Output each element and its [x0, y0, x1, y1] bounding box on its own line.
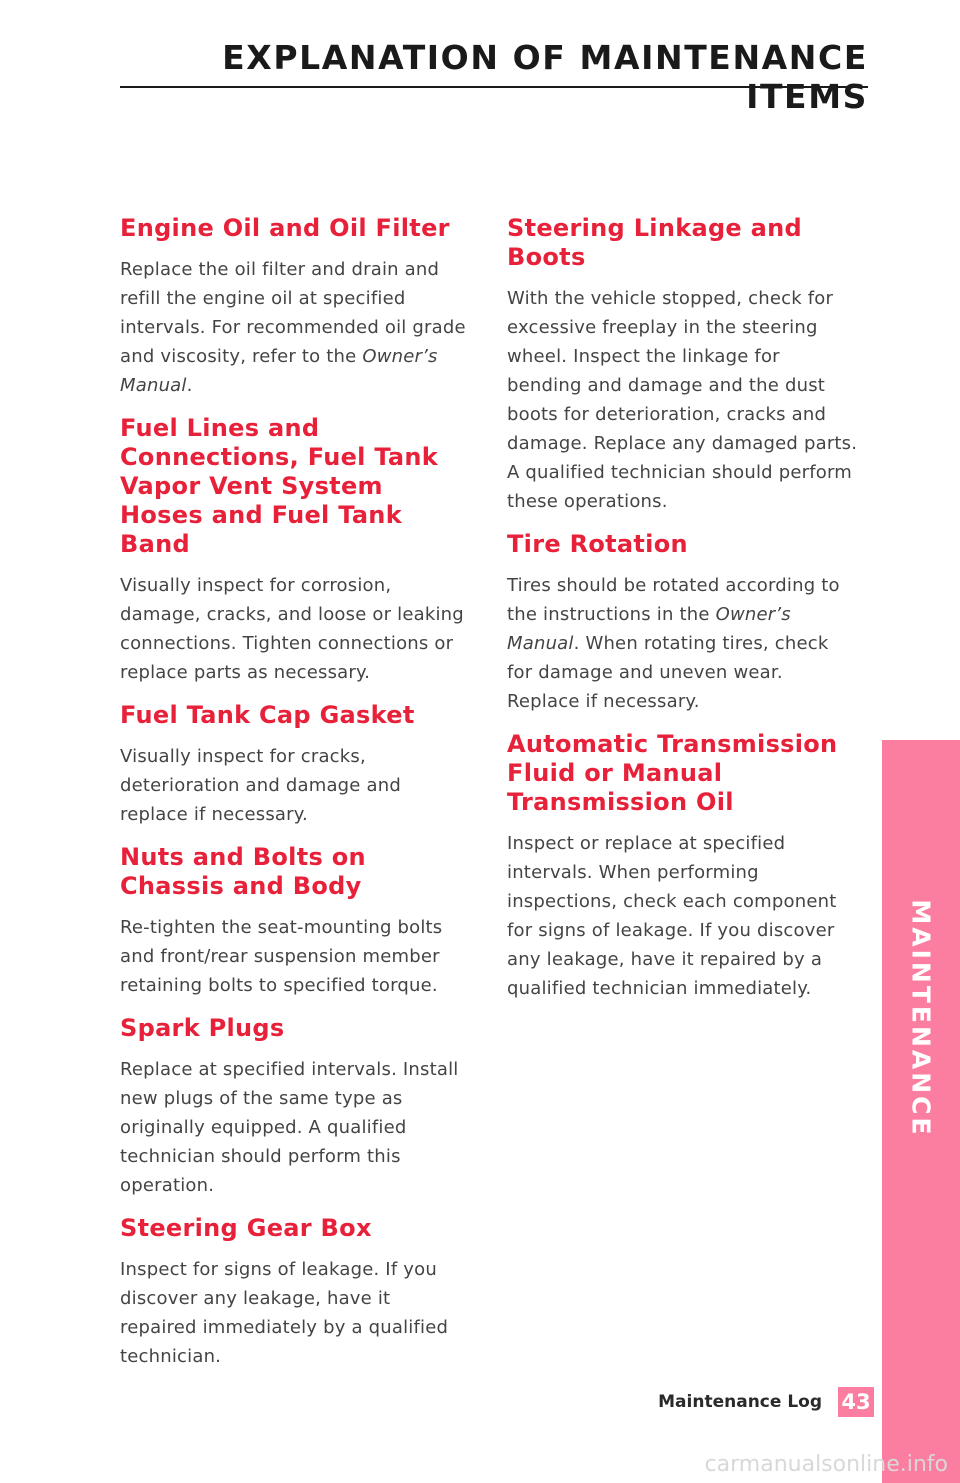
title-divider: [120, 86, 868, 88]
left-column: [120, 214, 472, 1385]
section-heading: Tire Rotation: [507, 530, 688, 558]
page-title: EXPLANATION OF MAINTENANCE ITEMS: [222, 38, 868, 116]
section-spark-plugs: [120, 1014, 472, 1200]
section-side-tab: [882, 740, 960, 1483]
section-body: Inspect for signs of leakage. If you discover any leakage, have it repaired immediately by a qualified technician.: [120, 1259, 449, 1367]
section-nuts-bolts: [120, 843, 472, 1000]
section-fuel-tank-cap: [120, 701, 472, 829]
manual-reference: Owner’s Manual: [120, 346, 438, 396]
section-heading: Engine Oil and Oil Filter: [120, 214, 450, 242]
section-heading: Fuel Tank Cap Gasket: [120, 701, 415, 729]
page-number: 43: [838, 1387, 874, 1417]
section-body: Inspect or replace at specified intervals. When performing inspections, check each component for signs of leakage. If you discover any leakage, have it repaired by a qualified technician immediately.: [507, 833, 837, 999]
section-body: Replace at specified intervals. Install new plugs of the same type as originally equipped. A qualified technician should perform this operation.: [120, 1059, 459, 1196]
section-heading: Nuts and Bolts on Chassis and Body: [120, 843, 366, 900]
section-heading: Spark Plugs: [120, 1014, 285, 1042]
section-engine-oil: [120, 214, 472, 400]
manual-reference: Owner’s Manual: [507, 604, 791, 654]
section-tire-rotation: [507, 530, 859, 716]
section-fuel-lines: [120, 414, 472, 687]
section-heading: Fuel Lines and Connections, Fuel Tank Vapor Vent System Hoses and Fuel Tank Band: [120, 414, 439, 558]
section-body: Re-tighten the seat-mounting bolts and front/rear suspension member retaining bolts to specified torque.: [120, 917, 443, 996]
section-body: With the vehicle stopped, check for excessive freeplay in the steering wheel. Inspect the linkage for bending and damage and the dust boots for deterioration, cracks and damage. Replace any damaged parts. A qualified technician should perform these operations.: [507, 288, 858, 512]
section-heading: Steering Gear Box: [120, 1214, 372, 1242]
right-column: [507, 214, 859, 1017]
section-body: Replace the oil filter and drain and refill the engine oil at specified intervals. For recommended oil grade and viscosity, refer to the Owner’s Manual.: [120, 259, 466, 396]
section-body: Visually inspect for cracks, deterioration and damage and replace if necessary.: [120, 746, 401, 825]
section-body: Visually inspect for corrosion, damage, cracks, and loose or leaking connections. Tighten connections or replace parts as necessary.: [120, 575, 464, 683]
section-heading: Automatic Transmission Fluid or Manual Transmission Oil: [507, 730, 838, 816]
footer-label: Maintenance Log: [658, 1392, 822, 1412]
section-body: Tires should be rotated according to the instructions in the Owner’s Manual. When rotating tires, check for damage and uneven wear. Replace if necessary.: [507, 575, 840, 712]
side-tab-label: MAINTENANCE: [906, 899, 936, 1138]
section-transmission-fluid: [507, 730, 859, 1003]
section-heading: Steering Linkage and Boots: [507, 214, 803, 271]
section-steering-gear-box: [120, 1214, 472, 1371]
section-steering-linkage: [507, 214, 859, 516]
watermark: carmanualsonline.info: [704, 1452, 948, 1477]
